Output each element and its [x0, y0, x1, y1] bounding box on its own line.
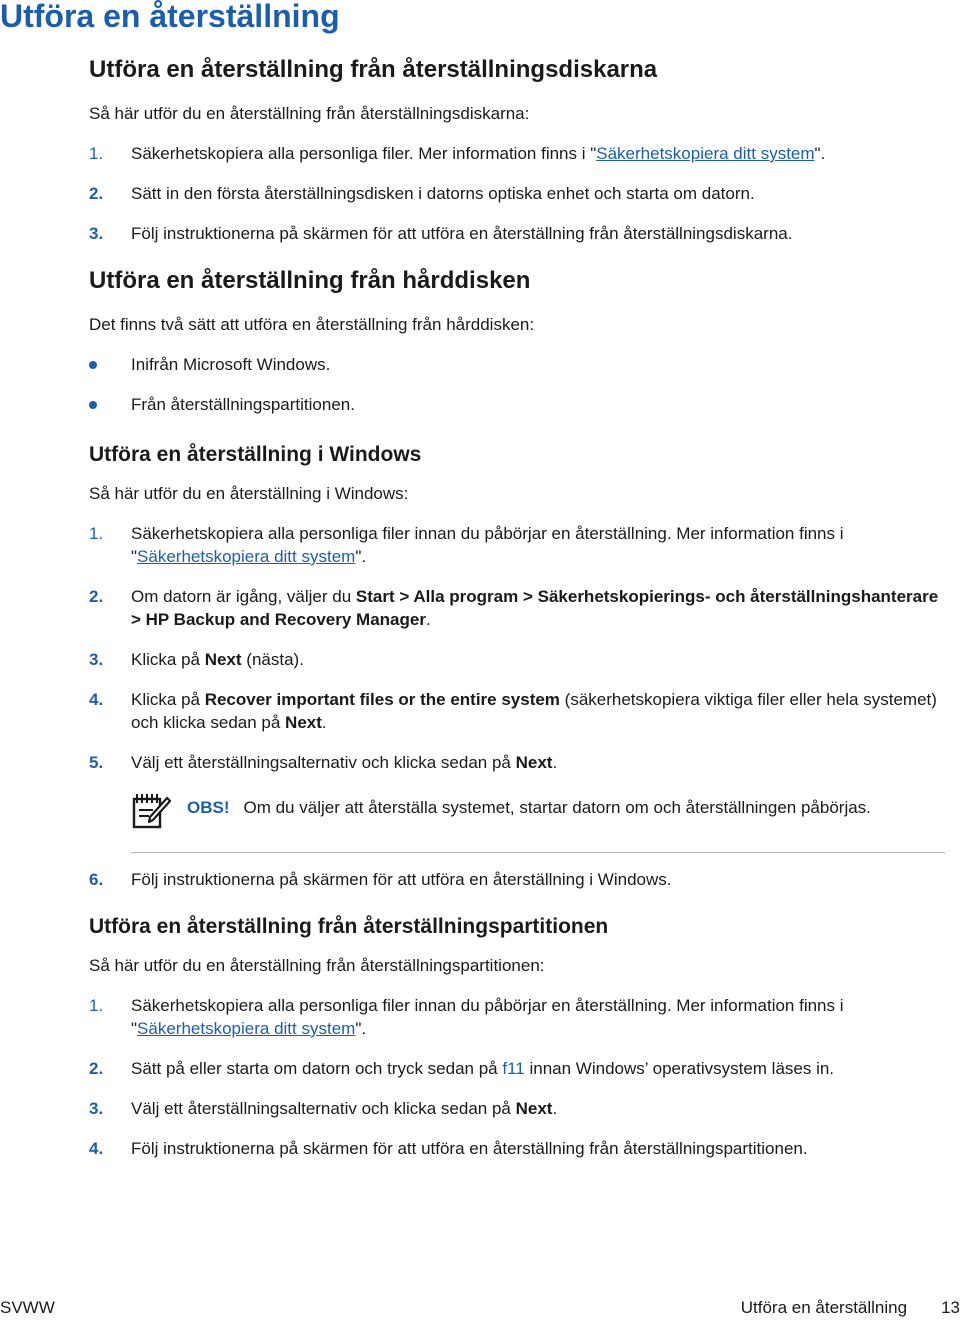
bullet-icon: [89, 401, 97, 409]
bullet-text: Från återställningspartitionen.: [131, 395, 355, 414]
list-item: [89, 688, 945, 734]
step-text: Följ instruktionerna på skärmen för att utföra en återställning från återställningsdiskarna.: [131, 224, 793, 243]
note-text: Om du väljer att återställa systemet, startar datorn om och återställningen påbörjas.: [243, 798, 871, 817]
step-text: Välj ett återställningsalternativ och klicka sedan på: [131, 753, 516, 772]
list-item: [89, 142, 945, 165]
steps-list-discs: [89, 142, 945, 245]
section-heading-harddisk: Utföra en återställning från hårddisken: [89, 267, 531, 294]
section-heading-discs: Utföra en återställning från återställningsdiskarna: [89, 56, 658, 83]
section-intro-partition: Så här utför du en återställning från återställningspartitionen:: [89, 956, 545, 975]
step-text: Klicka på: [131, 650, 205, 669]
backup-link[interactable]: Säkerhetskopiera ditt system: [137, 547, 356, 566]
list-item: [89, 222, 945, 245]
list-item: [89, 648, 945, 671]
section-intro-discs: Så här utför du en återställning från återställningsdiskarna:: [89, 104, 530, 123]
bullets-harddisk: [89, 353, 945, 416]
note-box: [131, 786, 945, 853]
step-text: Sätt in den första återställningsdisken i datorns optiska enhet och starta om datorn.: [131, 184, 755, 203]
section-heading-partition: Utföra en återställning från återställningspartitionen: [89, 915, 609, 938]
step-number: 2.: [89, 1059, 104, 1078]
backup-link[interactable]: Säkerhetskopiera ditt system: [137, 1019, 356, 1038]
step-text: Följ instruktionerna på skärmen för att utföra en återställning från återställningspartitionen.: [131, 1139, 808, 1158]
step-text-end: .: [321, 713, 327, 732]
step-number: 5.: [89, 753, 104, 772]
menu-path: Start > Alla program > Säkerhetskopierings- och återställningshanterare > HP Backup and Recovery Manager: [131, 587, 939, 629]
list-item: [89, 585, 945, 631]
list-item: [89, 1137, 945, 1160]
page-number: 13: [941, 1298, 960, 1317]
step-number: 6.: [89, 870, 104, 889]
step-text-mid: (säkerhetskopiera viktiga filer eller hela systemet) och klicka sedan på: [131, 690, 937, 732]
step-text-end: ".: [814, 144, 826, 163]
step-number: 4.: [89, 1139, 104, 1158]
list-item: [89, 868, 945, 891]
footer-doc-code: SVWW: [0, 1298, 55, 1317]
steps-list-windows: [89, 522, 945, 774]
section-intro-windows: Så här utför du en återställning i Windows:: [89, 484, 409, 503]
steps-list-partition: [89, 994, 945, 1160]
step-number: 4.: [89, 690, 104, 709]
main-content: [89, 54, 945, 1177]
step-number: 2.: [89, 587, 104, 606]
step-text: Säkerhetskopiera alla personliga filer innan du påbörjar en återställning. Mer information finns i ": [131, 996, 844, 1038]
step-text: Klicka på: [131, 690, 205, 709]
step-number: 1.: [89, 144, 104, 163]
list-item: [89, 353, 945, 376]
backup-link[interactable]: Säkerhetskopiera ditt system: [596, 144, 815, 163]
note-label: OBS!: [187, 798, 230, 817]
step-number: 2.: [89, 184, 104, 203]
section-heading-windows: Utföra en återställning i Windows: [89, 443, 422, 466]
ui-term: Next: [285, 713, 322, 732]
step-text-end: .: [552, 1099, 558, 1118]
list-item: [89, 1097, 945, 1120]
step-text-end: (nästa).: [241, 650, 304, 669]
step-text: Sätt på eller starta om datorn och tryck sedan på: [131, 1059, 503, 1078]
list-item: [89, 1057, 945, 1080]
step-text: Välj ett återställningsalternativ och klicka sedan på: [131, 1099, 516, 1118]
steps-list-windows-cont: [89, 868, 945, 891]
footer-chapter: Utföra en återställning: [740, 1298, 908, 1317]
step-text: Följ instruktionerna på skärmen för att utföra en återställning i Windows.: [131, 870, 672, 889]
list-item: [89, 182, 945, 205]
list-item: [89, 751, 945, 774]
section-intro-harddisk: Det finns två sätt att utföra en återställning från hårddisken:: [89, 315, 535, 334]
step-text: Säkerhetskopiera alla personliga filer innan du påbörjar en återställning. Mer information finns i ": [131, 524, 844, 566]
ui-term: Next: [515, 1099, 553, 1118]
step-number: 3.: [89, 1099, 104, 1118]
step-number: 1.: [89, 524, 104, 543]
page-title: Utföra en återställning: [0, 0, 340, 34]
bullet-text: Inifrån Microsoft Windows.: [131, 355, 331, 374]
step-number: 3.: [89, 650, 104, 669]
key-f11: f11: [502, 1059, 525, 1078]
ui-term: Recover important files or the entire system: [204, 690, 560, 709]
step-text-end: .: [552, 753, 558, 772]
step-text-end: .: [425, 610, 431, 629]
step-text-end: ".: [355, 547, 367, 566]
list-item: [89, 393, 945, 416]
step-number: 1.: [89, 996, 104, 1015]
step-text: Säkerhetskopiera alla personliga filer. Mer information finns i ": [131, 144, 597, 163]
note-pencil-icon: [131, 790, 171, 830]
footer-right: [741, 1297, 960, 1319]
step-text: Om datorn är igång, väljer du: [131, 587, 356, 606]
ui-term: Next: [515, 753, 553, 772]
step-text-end: innan Windows’ operativsystem läses in.: [524, 1059, 835, 1078]
bullet-icon: [89, 361, 97, 369]
step-number: 3.: [89, 224, 104, 243]
ui-term: Next: [204, 650, 242, 669]
list-item: [89, 994, 945, 1040]
list-item: [89, 522, 945, 568]
step-text-end: ".: [355, 1019, 367, 1038]
